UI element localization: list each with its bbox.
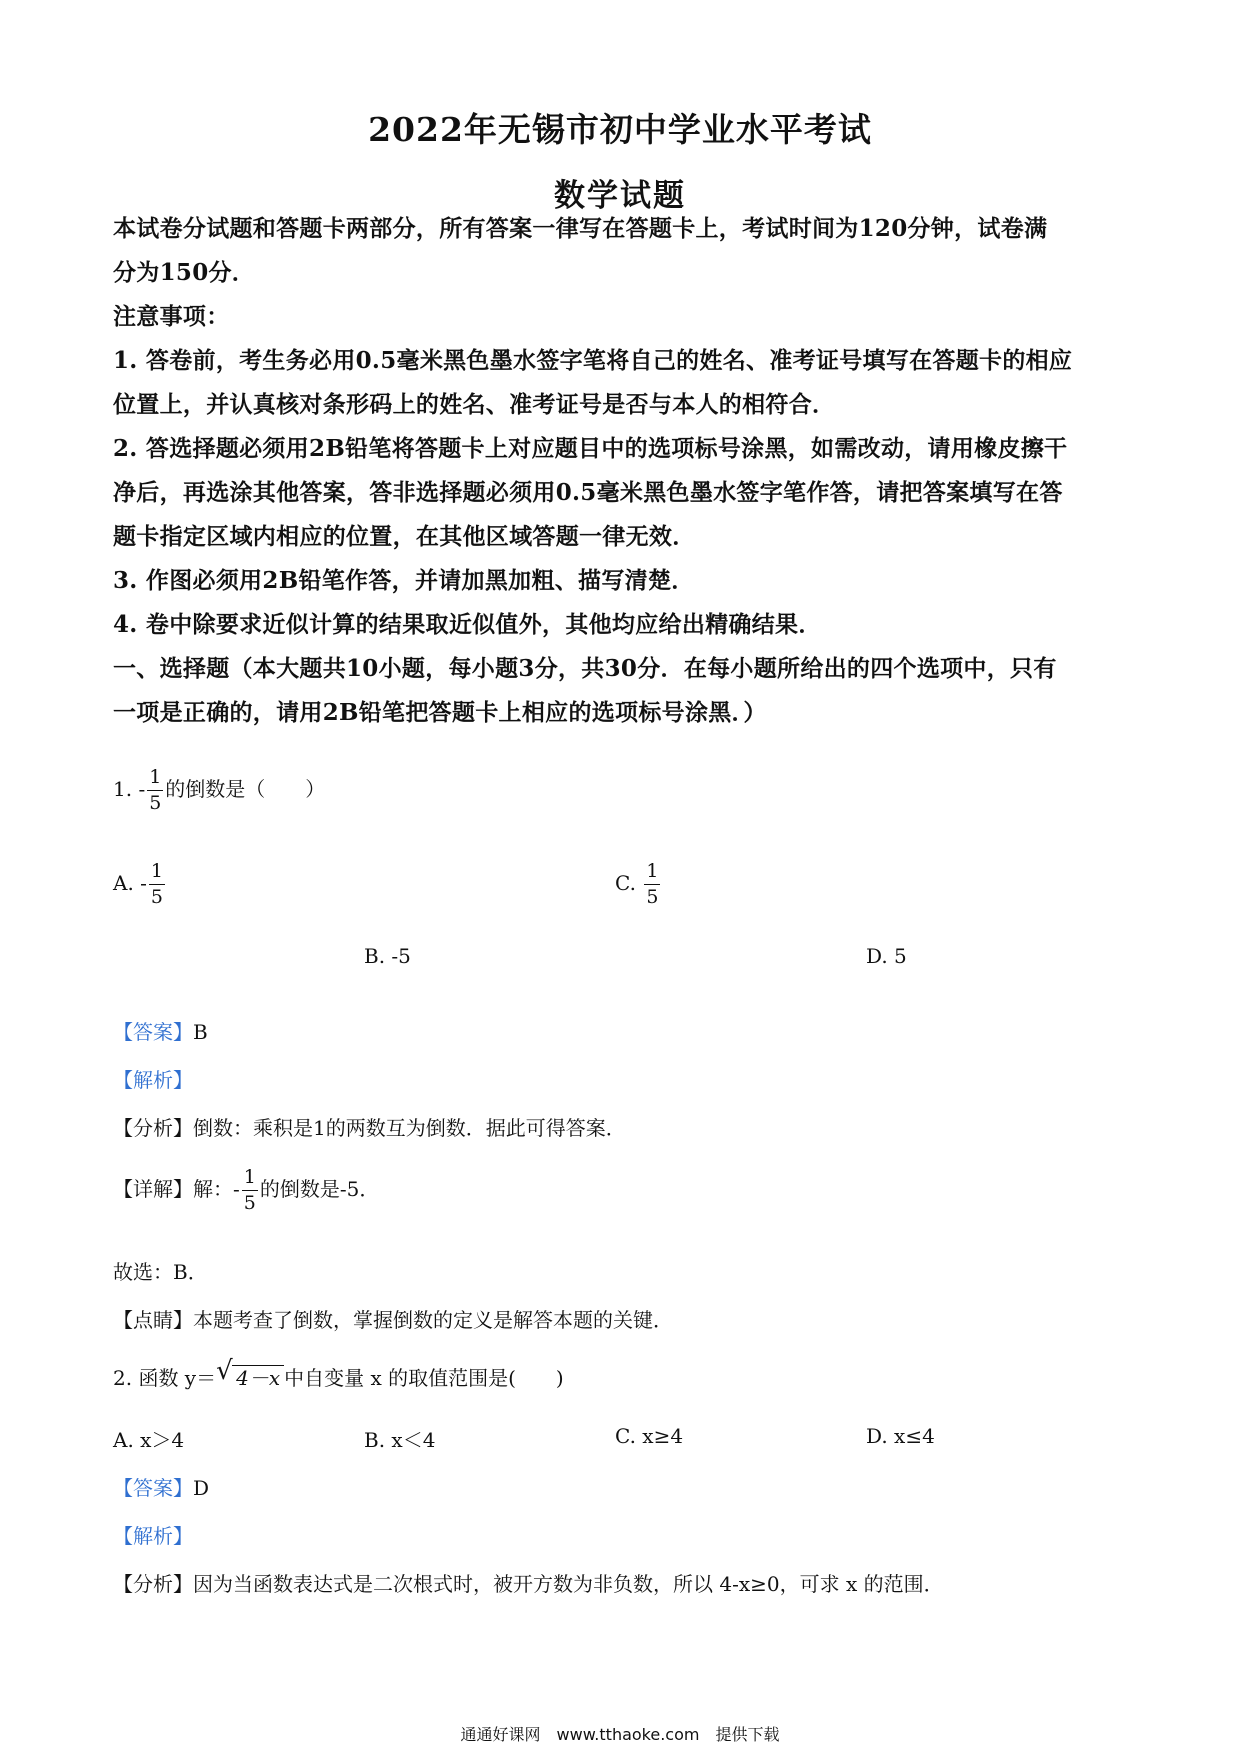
q1-detail-prefix: 【详解】解：- xyxy=(113,1177,240,1201)
q1-detail-fraction xyxy=(242,1168,258,1213)
intro-line-1: 本试卷分试题和答题卡两部分，所有答案一律写在答题卡上，考试时间为120分钟，试卷满 xyxy=(113,215,1048,242)
q1-suffix: 的倒数是（ ） xyxy=(165,777,326,801)
question-2 xyxy=(113,1356,564,1391)
section-1-line-2: 一项是正确的，请用2B铅笔把答题卡上相应的选项标号涂黑．） xyxy=(113,699,767,726)
sqrt-icon: √ xyxy=(216,1356,233,1386)
q1-frac-den: 5 xyxy=(149,792,162,814)
q2-sqrt xyxy=(216,1356,284,1391)
q1-option-a-den: 5 xyxy=(150,886,164,908)
q2-analysis-tag: 【解析】 xyxy=(113,1524,193,1548)
q2-option-c: C. x≥4 xyxy=(615,1424,684,1448)
q2-option-d: D. x≤4 xyxy=(866,1424,935,1448)
note-3: 3. 作图必须用2B铅笔作答，并请加黑加粗、描写清楚． xyxy=(113,567,695,594)
q1-option-a-label: A. - xyxy=(113,871,147,895)
q1-option-c-num: 1 xyxy=(646,860,659,882)
q1-option-a-fraction xyxy=(149,862,165,907)
q1-prefix: 1. - xyxy=(113,777,146,801)
q2-suffix: 中自变量 x 的取值范围是( ) xyxy=(284,1366,564,1390)
notes-heading: 注意事项： xyxy=(113,303,230,330)
q2-answer-value: D xyxy=(193,1476,210,1500)
q1-detail-suffix: 的倒数是-5． xyxy=(259,1177,380,1201)
q1-option-a-num: 1 xyxy=(150,860,164,882)
q2-radicand: 4－x xyxy=(232,1365,284,1390)
page-title: 2022年无锡市初中学业水平考试 xyxy=(368,110,872,149)
q1-analysis-tag: 【解析】 xyxy=(113,1068,193,1092)
q2-option-b: B. x＜4 xyxy=(364,1428,436,1452)
q1-frac-num: 1 xyxy=(149,766,162,788)
q1-detail-num: 1 xyxy=(243,1166,256,1188)
note-2a: 2. 答选择题必须用2B铅笔将答题卡上对应题目中的选项标号涂黑，如需改动，请用橡皮擦干 xyxy=(113,435,1068,462)
q1-option-c-den: 5 xyxy=(646,886,659,908)
q1-option-b: B. -5 xyxy=(364,944,411,968)
q1-fraction xyxy=(147,768,163,813)
q2-fenxi: 【分析】因为当函数表达式是二次根式时，被开方数为非负数，所以 4-x≥0，可求 x 的范围． xyxy=(113,1572,944,1596)
section-1-line-1: 一、选择题（本大题共10小题，每小题3分，共30分．在每小题所给出的四个选项中，只有 xyxy=(113,655,1057,682)
q1-answer-tag: 【答案】 xyxy=(113,1020,193,1044)
q1-detail-den: 5 xyxy=(243,1192,256,1214)
q1-detail xyxy=(113,1168,379,1213)
q2-prefix: 2. 函数 y＝ xyxy=(113,1366,217,1390)
q1-fenxi: 【分析】倒数：乘积是1的两数互为倒数．据此可得答案． xyxy=(113,1116,626,1140)
q1-answer-value: B xyxy=(193,1020,208,1044)
q2-answer xyxy=(113,1472,209,1501)
q2-option-a: A. x＞4 xyxy=(113,1428,185,1452)
q1-option-c-fraction xyxy=(644,862,660,907)
q1-option-c-label: C. xyxy=(615,871,636,895)
q1-option-a xyxy=(113,862,167,907)
note-2b: 净后，再选涂其他答案，答非选择题必须用0.5毫米黑色墨水签字笔作答，请把答案填写在答 xyxy=(113,479,1063,506)
q1-dianjing: 【点睛】本题考查了倒数，掌握倒数的定义是解答本题的关键． xyxy=(113,1308,673,1332)
q2-answer-tag: 【答案】 xyxy=(113,1476,193,1500)
page-subtitle: 数学试题 xyxy=(554,178,686,214)
note-2c: 题卡指定区域内相应的位置，在其他区域答题一律无效． xyxy=(113,523,696,550)
question-1 xyxy=(113,768,325,813)
intro-line-2: 分为150分． xyxy=(113,259,256,286)
note-1b: 位置上，并认真核对条形码上的姓名、准考证号是否与本人的相符合． xyxy=(113,391,836,418)
q1-option-d: D. 5 xyxy=(866,944,907,968)
note-4: 4. 卷中除要求近似计算的结果取近似值外，其他均应给出精确结果． xyxy=(113,611,822,638)
q1-guxuan: 故选：B． xyxy=(113,1260,208,1284)
q1-answer xyxy=(113,1016,208,1045)
note-1a: 1. 答卷前，考生务必用0.5毫米黑色墨水签字笔将自己的姓名、准考证号填写在答题卡的相应 xyxy=(113,347,1073,374)
q1-option-c xyxy=(615,862,662,907)
footer-watermark: 通通好课网 www.tthaoke.com 提供下载 xyxy=(460,1725,780,1744)
